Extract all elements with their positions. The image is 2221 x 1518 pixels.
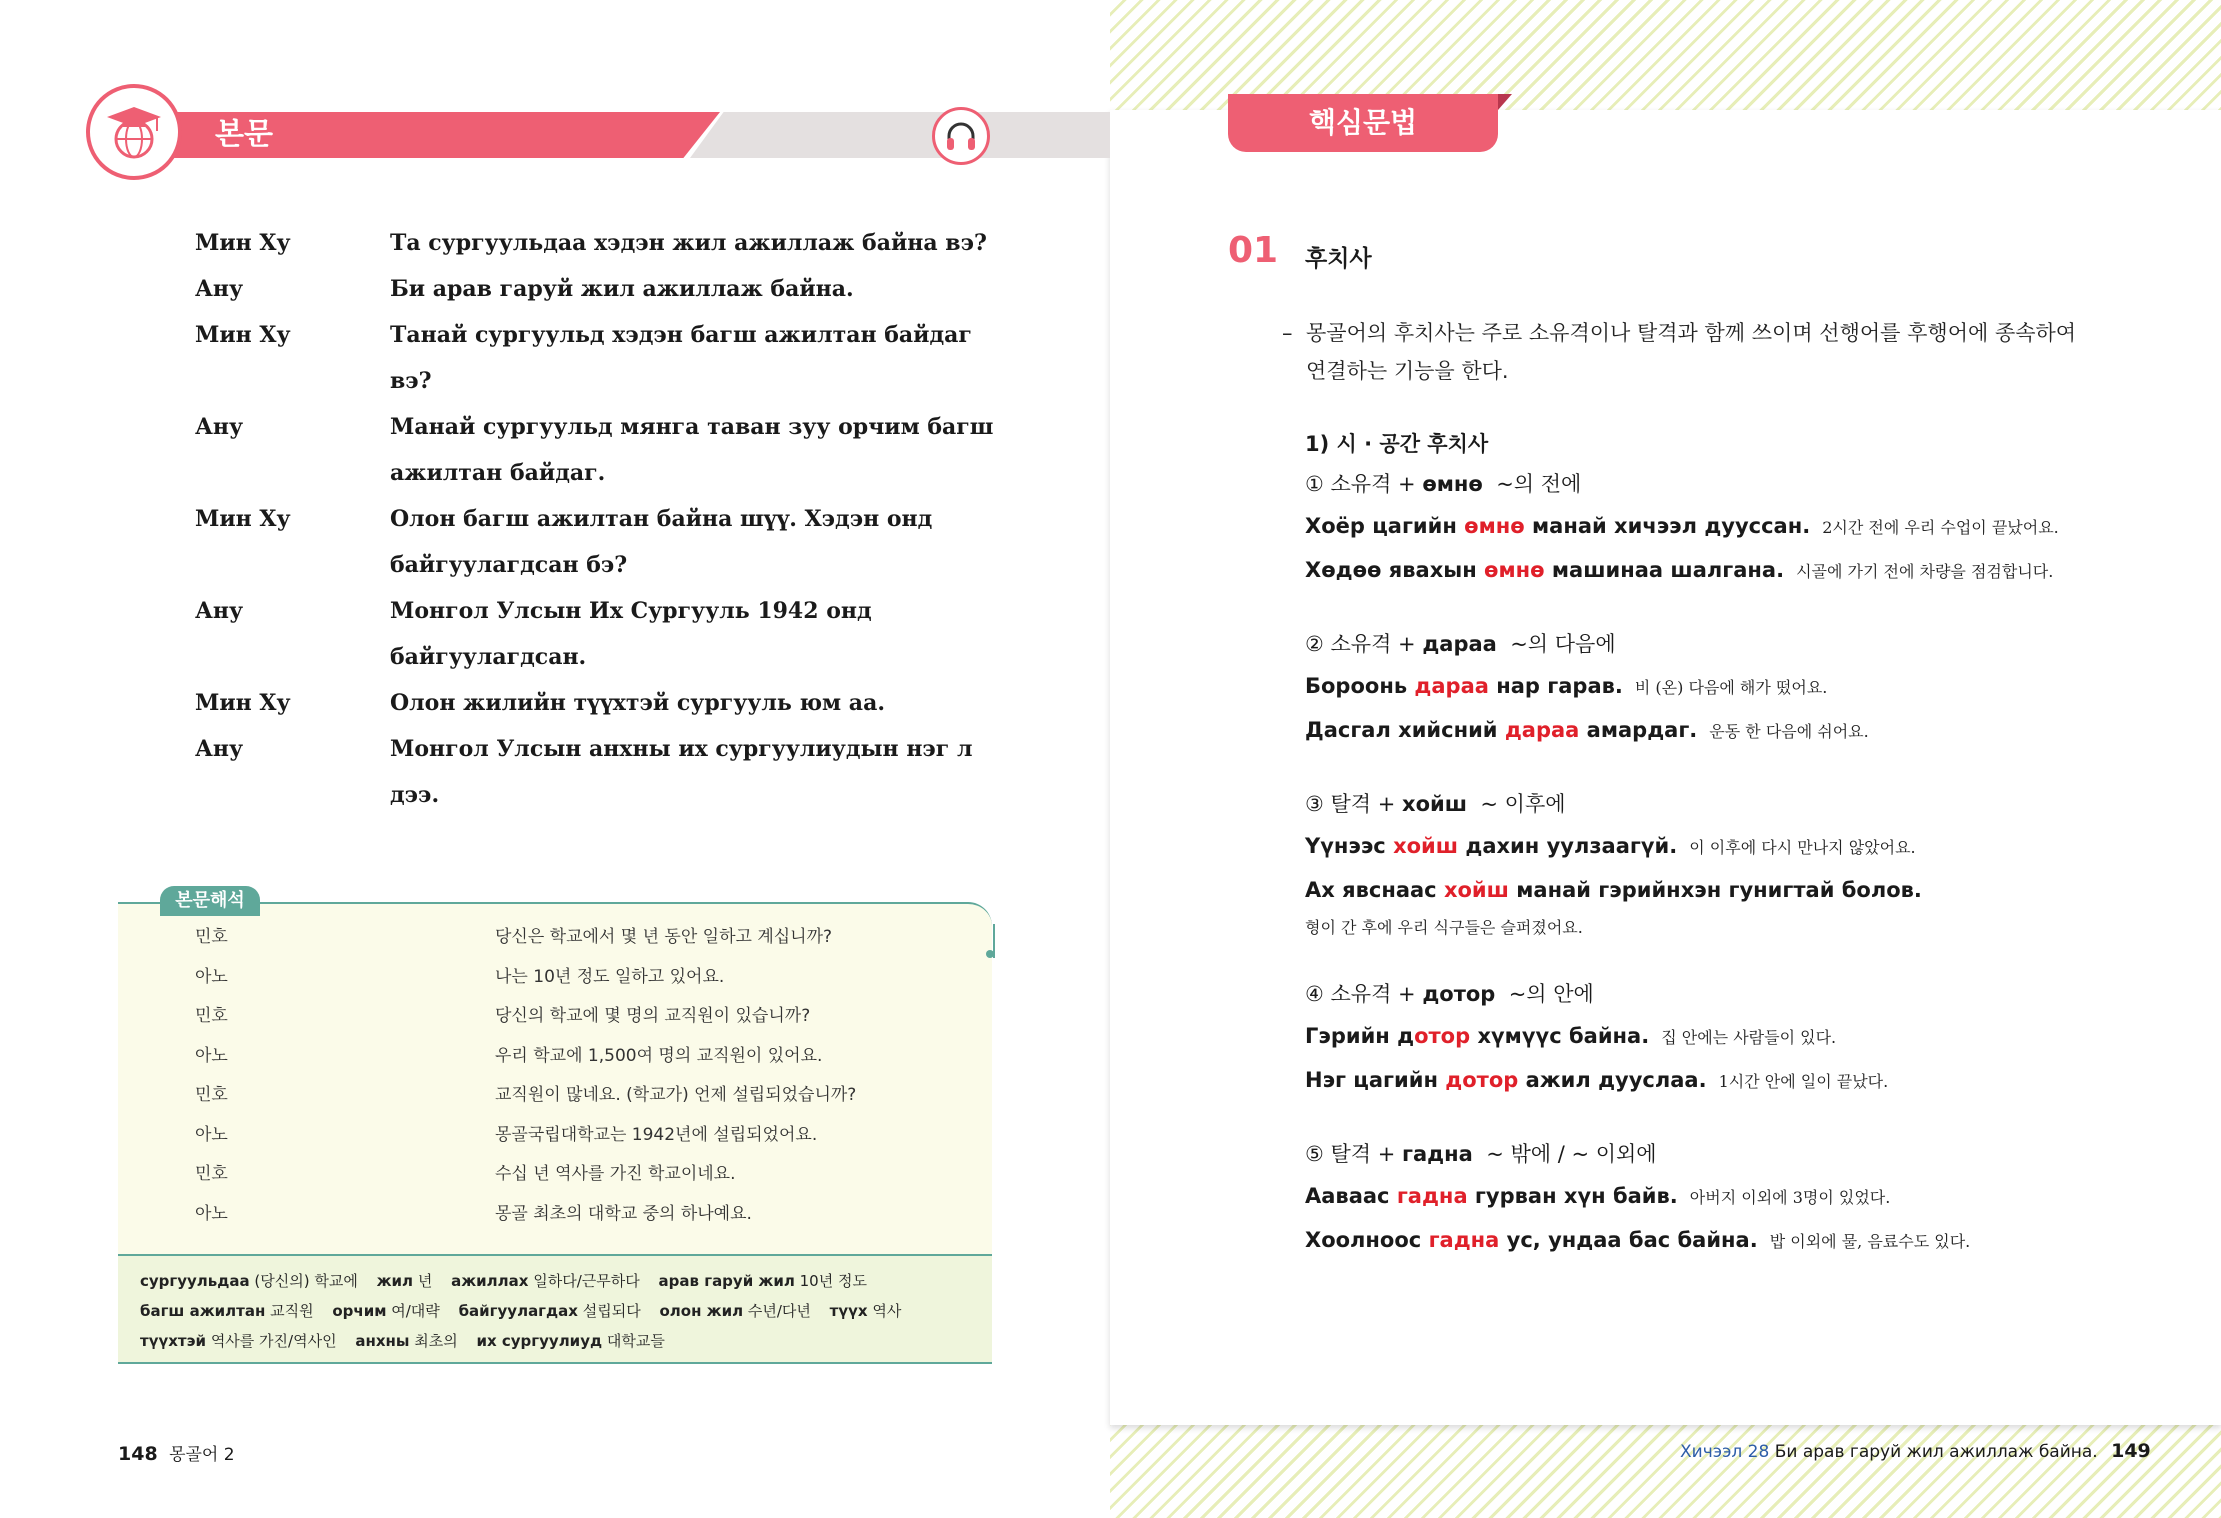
dialogue-line — [195, 588, 1015, 680]
grammar-item-head — [1305, 1133, 2105, 1175]
right-footer — [1680, 1440, 2151, 1462]
translation-row — [195, 1155, 975, 1195]
speaker: Ану — [195, 736, 244, 762]
highlight: гадна — [1428, 1228, 1500, 1252]
speaker: Ану — [195, 276, 244, 302]
dash-bullet: – — [1282, 321, 1293, 345]
vocab-word: анхны — [355, 1332, 410, 1350]
example-sentence — [1305, 549, 2105, 593]
highlight: хойш — [1393, 834, 1459, 858]
text: манай гэрийнхэн гунигтай болов. — [1508, 878, 1922, 902]
description — [1282, 314, 2102, 390]
speaker: 민호 — [195, 1164, 228, 1184]
translation-text: 나는 10년 정도 일하고 있어요. — [495, 966, 725, 987]
vocabulary-box — [118, 1254, 992, 1364]
translation-row — [195, 1116, 975, 1156]
text: Гэрийн д — [1305, 1024, 1415, 1048]
lesson-title: Би арав гаруй жил ажиллаж байна. — [1774, 1442, 2098, 1462]
translation: 아버지 이외에 3명이 있었다. — [1689, 1188, 1891, 1207]
page-number: 148 — [118, 1443, 158, 1465]
example-sentence — [1305, 1059, 2105, 1103]
example-sentence — [1305, 1175, 2105, 1219]
headphones-icon[interactable] — [932, 107, 990, 165]
vocab-meaning: 역사를 가진/역사인 — [210, 1332, 337, 1350]
text: Бороонь — [1305, 674, 1415, 698]
vocab-word: жил — [376, 1272, 414, 1290]
text: Хоёр цагийн — [1305, 514, 1465, 538]
vocab-word: арав гаруй жил — [658, 1272, 795, 1290]
translation-text: 수십 년 역사를 가진 학교이네요. — [495, 1164, 736, 1184]
gloss: ~ 밖에 / ~ 이외에 — [1486, 1142, 1657, 1166]
example-sentence — [1305, 1219, 2105, 1263]
translation: 밥 이외에 물, 음료수도 있다. — [1769, 1232, 1971, 1251]
section-header: 핵심문법 — [1228, 94, 1498, 152]
vocab-entry — [830, 1302, 902, 1320]
speaker: 아노 — [195, 1124, 228, 1145]
utterance-line: Монгол Улсын Их Сургууль 1942 онд — [390, 598, 872, 624]
section-number: 01 — [1228, 230, 1279, 271]
vocab-entry — [377, 1272, 433, 1290]
text: дахин уулзаагүй. — [1458, 834, 1678, 858]
dialogue-line — [195, 312, 1015, 404]
utterance — [390, 496, 1015, 588]
book-title: 몽골어 2 — [169, 1445, 235, 1465]
vocab-word: орчим — [332, 1302, 387, 1320]
vocab-entry — [140, 1272, 358, 1290]
utterance-line: Олон багш ажилтан байна шүү. Хэдэн онд — [390, 506, 933, 532]
example-sentence — [1305, 709, 2105, 753]
graduation-cap-icon — [86, 84, 182, 180]
translation: 2시간 전에 우리 수업이 끝났어요. — [1822, 518, 2059, 537]
vocab-entry — [451, 1272, 640, 1290]
utterance: Та сургуульдаа хэдэн жил ажиллаж байна вэ? — [390, 230, 987, 256]
gloss: ~의 전에 — [1496, 472, 1582, 496]
vocab-word: багш ажилтан — [140, 1302, 266, 1320]
example-sentence — [1305, 505, 2105, 549]
vocab-entry — [140, 1332, 337, 1350]
highlight: отор — [1414, 1024, 1471, 1048]
utterance-line: Манай сургуульд мянга таван зуу орчим багш — [390, 414, 994, 440]
postposition: өмнө — [1422, 472, 1483, 496]
example-sentence — [1305, 665, 2105, 709]
vocab-meaning: 일하다/근무하다 — [533, 1272, 640, 1290]
text: нар гарав. — [1488, 674, 1623, 698]
vocab-word: сургуульдаа — [140, 1272, 250, 1290]
translation-text: 당신은 학교에서 몇 년 동안 일하고 계십니까? — [495, 927, 833, 947]
text: Дасгал хийсний — [1305, 718, 1505, 742]
postposition: гадна — [1402, 1142, 1473, 1166]
highlight: гадна — [1396, 1184, 1468, 1208]
vocab-word: их сургуулиуд — [476, 1332, 603, 1350]
text: ус, ундаа бас байна. — [1499, 1228, 1758, 1252]
grammar-list — [1305, 425, 2105, 1263]
speaker: Мин Ху — [195, 322, 291, 348]
utterance: Би арав гаруй жил ажиллаж байна. — [390, 276, 854, 302]
highlight: дараа — [1414, 674, 1489, 698]
vocab-meaning: 설립되다 — [582, 1302, 641, 1320]
translation: 운동 한 다음에 쉬어요. — [1709, 722, 1869, 741]
description-text: 몽골어의 후치사는 주로 소유격이나 탈격과 함께 쓰이며 선행어를 후행어에 종속하여 연결하는 기능을 한다. — [1306, 321, 2077, 383]
dialogue-line — [195, 680, 1015, 726]
case-label: ④ 소유격 + — [1305, 982, 1423, 1006]
left-footer — [118, 1440, 235, 1465]
utterance — [390, 404, 1015, 496]
translation: 이 이후에 다시 만나지 않았어요. — [1689, 838, 1916, 857]
header-gray-band — [690, 112, 1110, 158]
text: Нэг цагийн — [1305, 1068, 1446, 1092]
translation-row — [195, 918, 975, 958]
grammar-item-head — [1305, 463, 2105, 505]
postposition: хойш — [1402, 792, 1468, 816]
highlight: өмнө — [1484, 558, 1545, 582]
highlight: дотор — [1445, 1068, 1519, 1092]
vocab-meaning: 대학교들 — [606, 1332, 665, 1350]
translation-tab: 본문해석 — [160, 886, 260, 916]
vocab-entry — [659, 1302, 810, 1320]
translation-box-dot — [986, 950, 994, 958]
translation-row — [195, 997, 975, 1037]
utterance: Олон жилийн түүхтэй сургууль юм аа. — [390, 690, 885, 716]
speaker: 민호 — [195, 927, 228, 947]
grammar-item-head — [1305, 623, 2105, 665]
translation-text: 당신의 학교에 몇 명의 교직원이 있습니까? — [495, 1006, 811, 1026]
speaker: 아노 — [195, 1045, 228, 1066]
text: Ааваас — [1305, 1184, 1397, 1208]
header-fold — [1498, 94, 1512, 110]
dialogue — [195, 220, 1015, 818]
subheading: 1) 시 · 공간 후치사 — [1305, 432, 1489, 456]
utterance — [390, 588, 1015, 680]
text: Хоолноос — [1305, 1228, 1429, 1252]
grammar-item-head — [1305, 783, 2105, 825]
case-label: ① 소유격 + — [1305, 472, 1423, 496]
vocab-word: түүх — [829, 1302, 868, 1320]
translation-row — [195, 958, 975, 998]
case-label: ③ 탈격 + — [1305, 792, 1403, 816]
text: Хөдөө явахын — [1305, 558, 1485, 582]
utterance-line: ажилтан байдаг. — [390, 460, 606, 486]
translation-row — [195, 1076, 975, 1116]
vocab-meaning: (당신의) 학교에 — [254, 1272, 358, 1290]
case-label: ② 소유격 + — [1305, 632, 1423, 656]
speaker: Ану — [195, 414, 244, 440]
example-sentence — [1305, 1015, 2105, 1059]
text: манай хичээл дууссан. — [1524, 514, 1811, 538]
vocab-meaning: 교직원 — [270, 1302, 314, 1320]
vocab-word: олон жил — [659, 1302, 744, 1320]
text: ажил дууслаа. — [1518, 1068, 1707, 1092]
vocab-meaning: 수년/다년 — [747, 1302, 811, 1320]
speaker: Мин Ху — [195, 230, 291, 256]
speaker: 민호 — [195, 1085, 228, 1105]
vocab-meaning: 10년 정도 — [799, 1272, 867, 1290]
translation-text: 몽골국립대학교는 1942년에 설립되었어요. — [495, 1124, 818, 1145]
text: гурван хүн байв. — [1467, 1184, 1678, 1208]
vocab-word: ажиллах — [451, 1272, 529, 1290]
translation: 비 (온) 다음에 해가 떴어요. — [1634, 678, 1828, 697]
speaker: Мин Ху — [195, 690, 291, 716]
speaker: 민호 — [195, 1006, 228, 1026]
speaker: Ану — [195, 598, 244, 624]
translation-text: 교직원이 많네요. (학교가) 언제 설립되었습니까? — [495, 1085, 857, 1105]
vocab-entry — [476, 1332, 664, 1350]
utterance: Танай сургуульд хэдэн багш ажилтан байдаг вэ? — [390, 322, 972, 394]
highlight: дараа — [1504, 718, 1580, 742]
gloss: ~의 안에 — [1508, 982, 1594, 1006]
speaker: 아노 — [195, 1203, 228, 1224]
text: хүмүүс байна. — [1470, 1024, 1650, 1048]
translation-list — [195, 918, 975, 1234]
translation-text: 몽골 최초의 대학교 중의 하나예요. — [495, 1203, 752, 1224]
vocab-meaning: 년 — [417, 1272, 433, 1290]
grammar-item-head — [1305, 973, 2105, 1015]
dialogue-line — [195, 726, 1015, 818]
dialogue-line — [195, 404, 1015, 496]
vocab-meaning: 여/대략 — [391, 1302, 440, 1320]
vocab-entry — [659, 1272, 867, 1290]
vocab-word: байгуулагдах — [458, 1302, 578, 1320]
vocab-entry — [140, 1302, 314, 1320]
vocab-line — [140, 1326, 970, 1356]
utterance-line: байгуулагдсан бэ? — [390, 552, 628, 578]
translation: 시골에 가기 전에 차량을 점검합니다. — [1796, 562, 2054, 581]
utterance: Монгол Улсын анхны их сургуулиудын нэг л дээ. — [390, 736, 973, 808]
speaker: 아노 — [195, 966, 228, 987]
vocab-line — [140, 1266, 970, 1296]
gloss: ~ 이후에 — [1480, 792, 1566, 816]
utterance-line: байгуулагдсан. — [390, 644, 587, 670]
gloss: ~의 다음에 — [1510, 632, 1616, 656]
vocab-entry — [332, 1302, 439, 1320]
page-number: 149 — [2111, 1440, 2151, 1462]
postposition: дотор — [1422, 982, 1496, 1006]
highlight: өмнө — [1464, 514, 1525, 538]
translation: 1시간 안에 일이 끝났다. — [1718, 1072, 1889, 1091]
example-sentence — [1305, 869, 2105, 911]
highlight: хойш — [1443, 878, 1509, 902]
postposition: дараа — [1422, 632, 1497, 656]
vocab-entry — [355, 1332, 457, 1350]
dialogue-line — [195, 266, 1015, 312]
translation: 형이 간 후에 우리 식구들은 슬퍼졌어요. — [1305, 918, 1583, 937]
dialogue-line — [195, 220, 1015, 266]
speaker: Мин Ху — [195, 506, 291, 532]
vocab-line — [140, 1296, 970, 1326]
vocab-word: түүхтэй — [140, 1332, 207, 1350]
text: машинаа шалгана. — [1544, 558, 1785, 582]
lesson-label: Хичээл 28 — [1680, 1442, 1770, 1462]
vocab-meaning: 최초의 — [414, 1332, 458, 1350]
text: амардаг. — [1579, 718, 1698, 742]
vocab-entry — [459, 1302, 641, 1320]
vocab-meaning: 역사 — [872, 1302, 902, 1320]
header-bar — [110, 112, 720, 158]
translation-row — [195, 1037, 975, 1077]
section-title: 후치사 — [1305, 246, 1372, 272]
translation-text: 우리 학교에 1,500여 명의 교직원이 있어요. — [495, 1045, 823, 1066]
translation-row — [195, 1195, 975, 1235]
translation: 집 안에는 사람들이 있다. — [1661, 1028, 1837, 1047]
text: Үүнээс — [1305, 834, 1394, 858]
dialogue-line — [195, 496, 1015, 588]
case-label: ⑤ 탈격 + — [1305, 1142, 1403, 1166]
page-title: 본문 — [215, 117, 273, 152]
example-sentence — [1305, 825, 2105, 869]
text: Ах явснаас — [1305, 878, 1444, 902]
